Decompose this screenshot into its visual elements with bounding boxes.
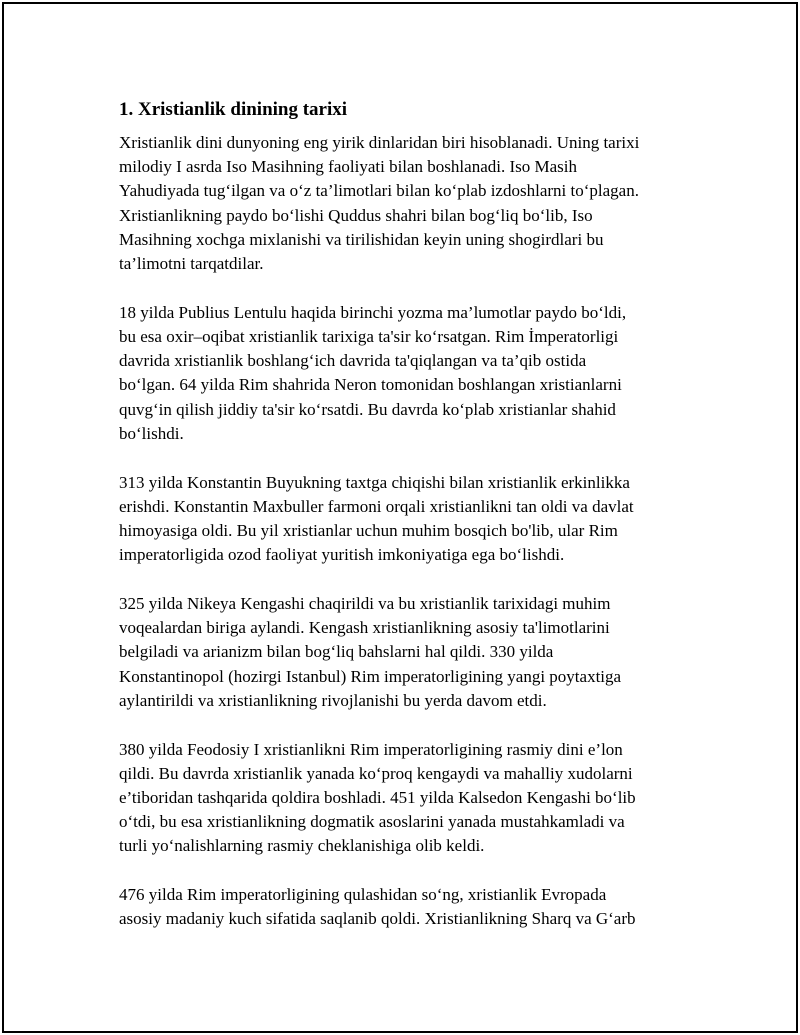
paragraph-line: 18 yilda Publius Lentulu haqida birinchi yozma ma’lumotlar paydo bo‘ldi,	[119, 302, 627, 322]
paragraph-line: 313 yilda Konstantin Buyukning taxtga chiqishi bilan xristianlik erkinlikka	[119, 472, 630, 492]
paragraph-line: bo‘lishdi.	[119, 423, 184, 443]
paragraph-line: belgiladi va arianizm bilan bog‘liq bahslarni hal qildi. 330 yilda	[119, 642, 554, 662]
page-title: 1. Xristianlik dinining tarixi	[119, 99, 348, 120]
paragraph-line: 476 yilda Rim imperatorligining qulashidan so‘ng, xristianlik Evropada	[119, 885, 607, 905]
paragraph-line: Xristianlikning paydo bo‘lishi Quddus shahri bilan bog‘liq bo‘lib, Iso	[119, 205, 593, 225]
paragraph-line: turli yo‘nalishlarning rasmiy cheklanishiga olib keldi.	[119, 836, 485, 856]
paragraph-line: Konstantinopol (hozirgi Istanbul) Rim imperatorligining yangi poytaxtiga	[119, 666, 622, 686]
paragraph-3	[119, 471, 699, 568]
paragraph-line: erishdi. Konstantin Maxbuller farmoni orqali xristianlikni tan oldi va davlat	[119, 496, 634, 516]
paragraph-line: 380 yilda Feodosiy I xristianlikni Rim imperatorligining rasmiy dini e’lon	[119, 739, 623, 759]
paragraph-line: milodiy I asrda Iso Masihning faoliyati bilan boshlanadi. Iso Masih	[119, 157, 577, 177]
paragraph-line: davrida xristianlik boshlang‘ich davrida ta'qiqlangan va ta’qib ostida	[119, 351, 587, 371]
paragraph-line: e’tiboridan tashqarida qoldira boshladi. 451 yilda Kalsedon Kengashi bo‘lib	[119, 788, 636, 808]
paragraph-6	[119, 883, 699, 931]
paragraph-line: bo‘lgan. 64 yilda Rim shahrida Neron tomonidan boshlangan xristianlarni	[119, 375, 622, 395]
paragraph-line: qildi. Bu davrda xristianlik yanada ko‘proq kengaydi va mahalliy xudolarni	[119, 763, 633, 783]
paragraph-line: himoyasiga oldi. Bu yil xristianlar uchun muhim bosqich bo'lib, ular Rim	[119, 521, 618, 541]
paragraph-line: Yahudiyada tug‘ilgan va o‘z ta’limotlari bilan ko‘plab izdoshlarni to‘plagan.	[119, 181, 639, 201]
paragraph-line: aylantirildi va xristianlikning rivojlanishi bu yerda davom etdi.	[119, 690, 547, 710]
paragraph-line: 325 yilda Nikeya Kengashi chaqirildi va bu xristianlik tarixidagi muhim	[119, 594, 611, 614]
document-content	[119, 98, 699, 956]
paragraph-line: Masihning xochga mixlanishi va tirilishidan keyin uning shogirdlari bu	[119, 229, 604, 249]
paragraph-line: bu esa oxir–oqibat xristianlik tarixiga ta'sir ko‘rsatgan. Rim İmperatorligi	[119, 327, 619, 347]
document-page	[2, 2, 798, 1033]
paragraph-line: o‘tdi, bu esa xristianlikning dogmatik asoslarini yanada mustahkamladi va	[119, 812, 625, 832]
paragraph-line: ta’limotni tarqatdilar.	[119, 254, 264, 274]
paragraph-line: voqealardan biriga aylandi. Kengash xristianlikning asosiy ta'limotlarini	[119, 618, 610, 638]
paragraph-5	[119, 738, 699, 859]
paragraph-1	[119, 131, 699, 276]
paragraph-line: asosiy madaniy kuch sifatida saqlanib qoldi. Xristianlikning Sharq va G‘arb	[119, 909, 636, 929]
paragraph-line: Xristianlik dini dunyoning eng yirik dinlaridan biri hisoblanadi. Uning tarixi	[119, 133, 640, 152]
paragraph-line: quvg‘in qilish jiddiy ta'sir ko‘rsatdi. Bu davrda ko‘plab xristianlar shahid	[119, 399, 616, 419]
paragraph-line: imperatorligida ozod faoliyat yuritish imkoniyatiga ega bo‘lishdi.	[119, 545, 565, 565]
paragraph-4	[119, 592, 699, 713]
paragraph-2	[119, 301, 699, 446]
